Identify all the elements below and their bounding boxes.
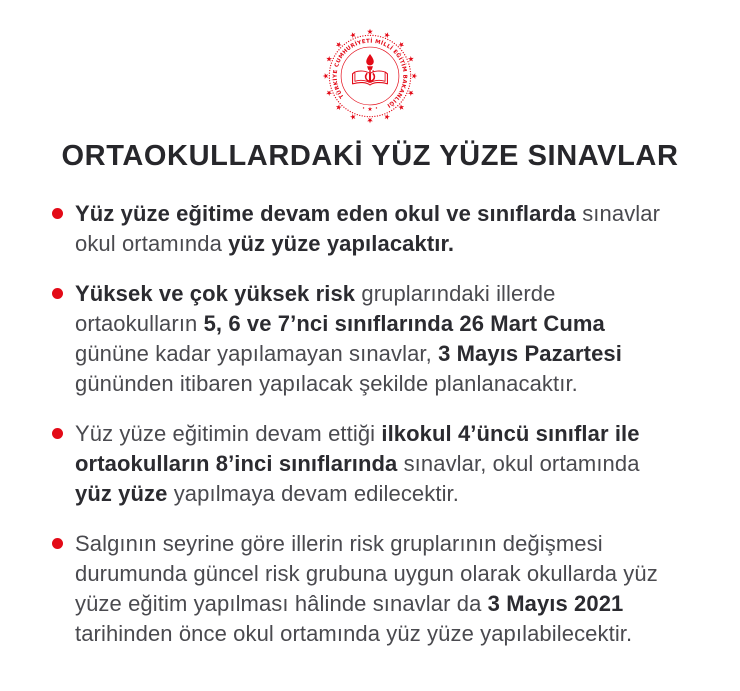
bullet-list — [0, 199, 740, 649]
bullet-dot-icon — [52, 208, 63, 219]
separator-star-icon — [368, 107, 373, 111]
bullet-item — [52, 419, 670, 509]
bullet-item — [52, 529, 670, 649]
separator-dot-icon — [376, 107, 377, 108]
bullet-text: Salgının seyrine göre illerin risk gruplarının değişmesi durumunda güncel risk grubuna uygun olarak okullarda yüz yüze eğitim yapılması hâlinde sınavlar da 3 Mayıs 2021 tarihinden önce okul ortamında yüz yüze yapılabilecektir. — [75, 531, 658, 646]
bullet-text: Yüz yüze eğitimin devam ettiği ilkokul 4’üncü sınıflar ile ortaokulların 8’inci sınıflarında sınavlar, okul ortamında yüz yüze yapılmaya devam edilecektir. — [75, 421, 640, 506]
torch-book-emblem-icon — [353, 54, 388, 85]
ministry-seal-icon — [321, 27, 419, 125]
bullet-text: Yüksek ve çok yüksek risk gruplarındaki illerde ortaokulların 5, 6 ve 7’nci sınıflarında 26 Mart Cuma gününe kadar yapılamayan sınavlar, 3 Mayıs Pazartesi gününden itibaren yapılacak şekilde planlanacaktır. — [75, 281, 622, 396]
meb-logo — [0, 0, 740, 125]
bullet-dot-icon — [52, 538, 63, 549]
bullet-dot-icon — [52, 428, 63, 439]
bullet-text: Yüz yüze eğitime devam eden okul ve sınıflarda sınavlar okul ortamında yüz yüze yapılacaktır. — [75, 201, 661, 256]
bullet-item — [52, 199, 670, 259]
bullet-item — [52, 279, 670, 399]
separator-dot-icon — [363, 107, 364, 108]
page-title: ORTAOKULLARDAKİ YÜZ YÜZE SINAVLAR — [61, 140, 679, 172]
logo-circular-text: TÜRKİYE CUMHURİYETİ MİLLİ EĞİTİM BAKANLIĞI — [332, 38, 408, 109]
bullet-dot-icon — [52, 288, 63, 299]
